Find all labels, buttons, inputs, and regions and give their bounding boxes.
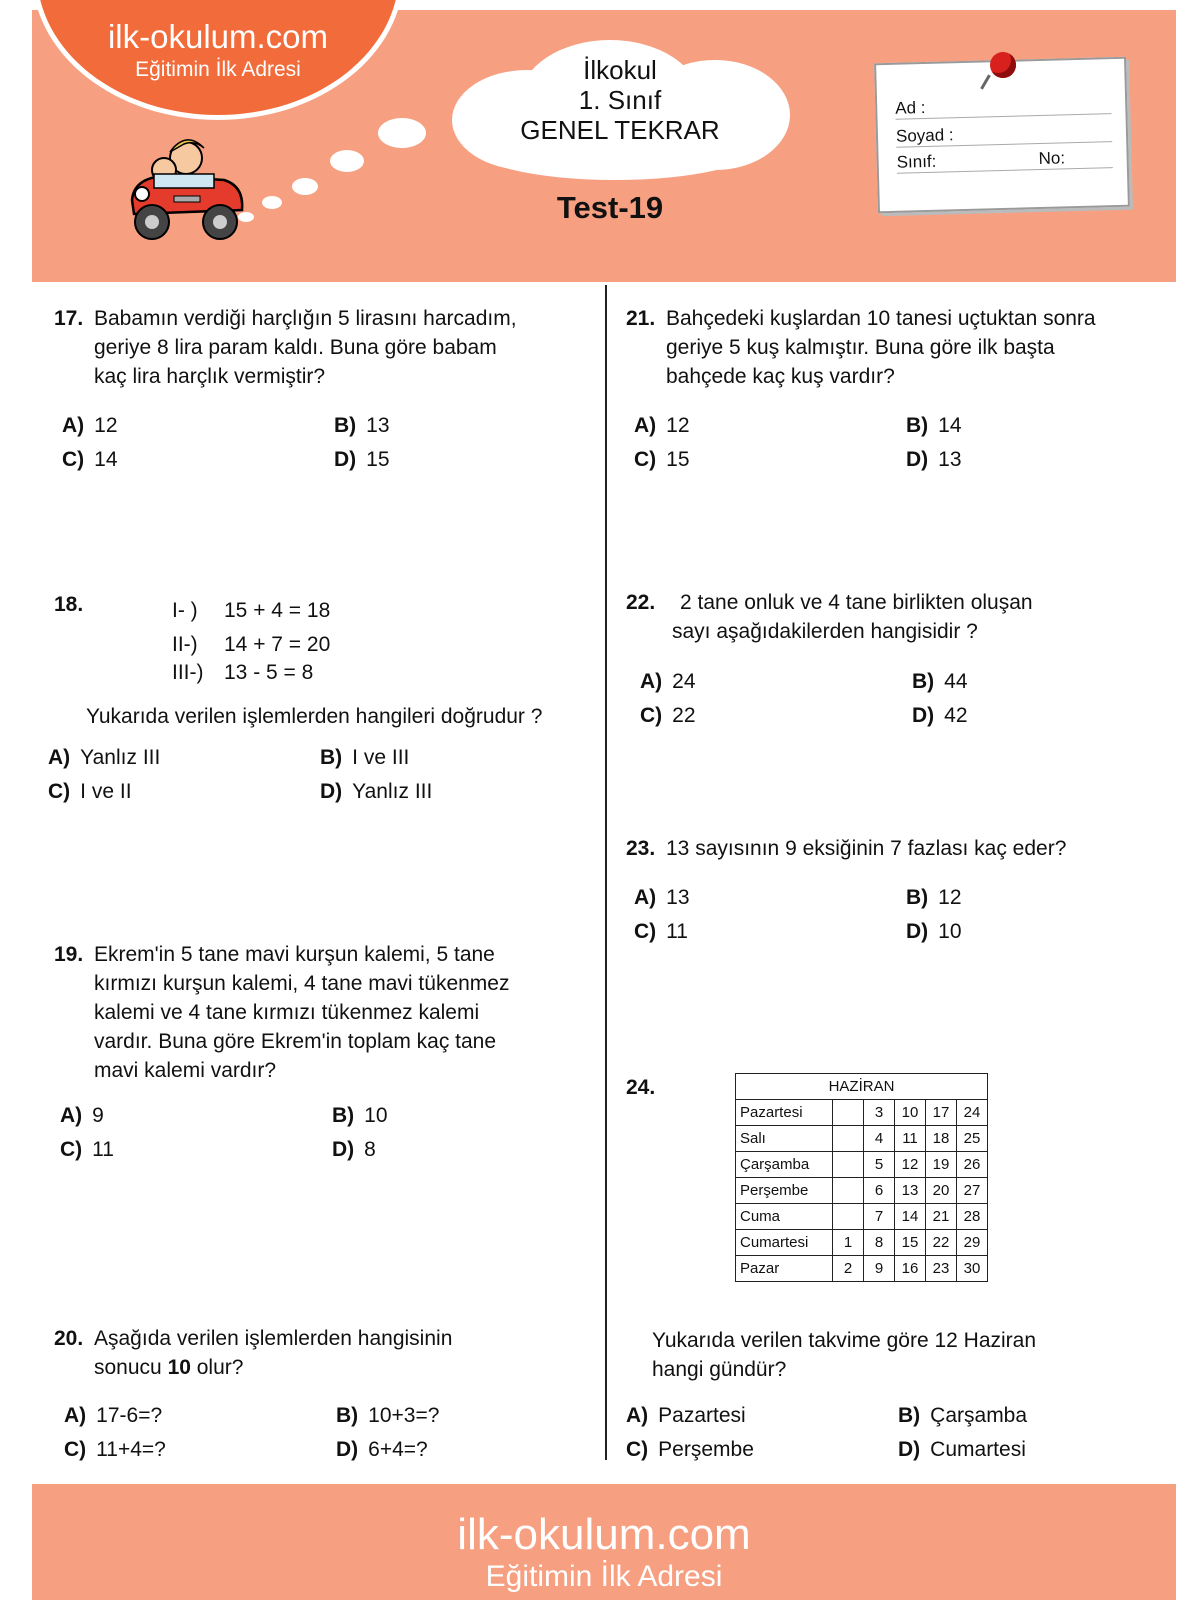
calendar-date: 7: [864, 1204, 895, 1230]
question-line: kaç lira harçlık vermiştir?: [94, 365, 326, 388]
calendar-date: [833, 1152, 864, 1178]
question-line: sayı aşağıdakilerden hangisidir ?: [672, 620, 978, 643]
option-d[interactable]: D) 8: [332, 1138, 376, 1161]
question-number: 23.: [626, 837, 656, 860]
question-text: [652, 1326, 1036, 1384]
option-b[interactable]: B) 13: [334, 414, 390, 437]
calendar-date: 27: [957, 1178, 988, 1204]
calendar-date: 4: [864, 1126, 895, 1152]
calendar-row: [736, 1230, 988, 1256]
calendar-date: 25: [957, 1126, 988, 1152]
subject-label: GENEL TEKRAR: [520, 115, 720, 145]
calendar-row: [736, 1204, 988, 1230]
question-text: [94, 304, 517, 391]
option-c[interactable]: C) 11: [60, 1138, 114, 1161]
name-label: Ad :: [895, 97, 926, 118]
question-line: Babamın verdiği harçlığın 5 lirasını harcadım,: [94, 307, 517, 330]
calendar-date: 9: [864, 1256, 895, 1282]
calendar-date: [833, 1100, 864, 1126]
question-line: hangi gündür?: [652, 1358, 787, 1381]
calendar-date: 23: [926, 1256, 957, 1282]
option-a[interactable]: A) 12: [634, 414, 690, 437]
calendar-day-name: Çarşamba: [736, 1152, 833, 1178]
question-line: 2 tane onluk ve 4 tane birlikten oluşan: [680, 591, 1033, 614]
question-line: bahçede kaç kuş vardır?: [666, 365, 895, 388]
question-text: 13 sayısının 9 eksiğinin 7 fazlası kaç eder?: [666, 837, 1067, 860]
option-a[interactable]: A) 24: [640, 670, 696, 693]
question-line: Yukarıda verilen takvime göre 12 Haziran: [652, 1329, 1037, 1352]
option-c[interactable]: C) 11+4=?: [64, 1438, 166, 1461]
question-line: kırmızı kurşun kalemi, 4 tane mavi tükenmez: [94, 972, 510, 995]
calendar-date: 11: [895, 1126, 926, 1152]
calendar-date: 28: [957, 1204, 988, 1230]
calendar-month: HAZİRAN: [736, 1074, 988, 1100]
question-line: Aşağıda verilen işlemlerden hangisinin: [94, 1327, 453, 1350]
option-d[interactable]: D) 15: [334, 448, 390, 471]
statement-3: III-) 13 - 5 = 8: [172, 661, 314, 684]
option-b[interactable]: B) I ve III: [320, 746, 410, 769]
calendar-row: [736, 1178, 988, 1204]
option-c[interactable]: C) 15: [634, 448, 690, 471]
question-text: [94, 1324, 452, 1382]
column-divider: [605, 285, 607, 1460]
calendar-date: 18: [926, 1126, 957, 1152]
option-a[interactable]: A) 12: [62, 414, 118, 437]
calendar-date: 12: [895, 1152, 926, 1178]
option-d[interactable]: D) 13: [906, 448, 962, 471]
calendar-day-name: Cumartesi: [736, 1230, 833, 1256]
calendar-day-name: Pazartesi: [736, 1100, 833, 1126]
question-number: 24.: [626, 1076, 656, 1099]
option-b[interactable]: B) 12: [906, 886, 962, 909]
question-text: [666, 304, 1096, 391]
calendar-date: 26: [957, 1152, 988, 1178]
calendar-date: 13: [895, 1178, 926, 1204]
class-label: Sınıf:: [896, 151, 937, 172]
question-line: sonucu 10 olur?: [94, 1356, 244, 1379]
option-b[interactable]: B) 44: [912, 670, 968, 693]
cloud-title: [470, 55, 770, 145]
calendar-date: 1: [833, 1230, 864, 1256]
calendar-date: 17: [926, 1100, 957, 1126]
option-b[interactable]: B) 10: [332, 1104, 388, 1127]
question-line: Ekrem'in 5 tane mavi kurşun kalemi, 5 tane: [94, 943, 495, 966]
calendar-date: 20: [926, 1178, 957, 1204]
calendar-row: [736, 1126, 988, 1152]
option-c[interactable]: C) 22: [640, 704, 696, 727]
option-c[interactable]: C) 11: [634, 920, 688, 943]
question-text: Yukarıda verilen işlemlerden hangileri doğrudur ?: [86, 705, 543, 728]
question-line: mavi kalemi vardır?: [94, 1059, 277, 1082]
calendar-date: 10: [895, 1100, 926, 1126]
name-line: [896, 113, 1112, 120]
statement-1: I- ) 15 + 4 = 18: [172, 599, 331, 622]
calendar-date: [833, 1178, 864, 1204]
number-label: No:: [1038, 148, 1066, 169]
calendar-date: 5: [864, 1152, 895, 1178]
option-a[interactable]: A) 13: [634, 886, 690, 909]
option-d[interactable]: D) 6+4=?: [336, 1438, 428, 1461]
question-number: 19.: [54, 943, 84, 966]
option-b[interactable]: B) 14: [906, 414, 962, 437]
calendar-date: 30: [957, 1256, 988, 1282]
footer-site: ilk-okulum.com: [457, 1510, 751, 1559]
question-text: [672, 588, 1033, 646]
calendar-row: [736, 1256, 988, 1282]
calendar-day-name: Perşembe: [736, 1178, 833, 1204]
question-number: 17.: [54, 307, 84, 330]
calendar-day-name: Pazar: [736, 1256, 833, 1282]
option-a[interactable]: A) 9: [60, 1104, 104, 1127]
question-line: geriye 5 kuş kalmıştır. Buna göre ilk başta: [666, 336, 1055, 359]
calendar-date: 21: [926, 1204, 957, 1230]
calendar-date: [833, 1126, 864, 1152]
car-illustration: [124, 130, 254, 250]
option-b[interactable]: B) Çarşamba: [898, 1404, 1028, 1427]
question-number: 22.: [626, 591, 656, 614]
question-text: [94, 940, 509, 1085]
question-number: 18.: [54, 593, 84, 616]
name-card: [874, 57, 1130, 214]
calendar-table: [735, 1073, 988, 1282]
logo-site: ilk-okulum.com: [107, 18, 329, 55]
question-line: kalemi ve 4 tane kırmızı tükenmez kalemi: [94, 1001, 480, 1024]
push-pin-icon: [990, 52, 1016, 78]
calendar-date: 3: [864, 1100, 895, 1126]
calendar-date: 15: [895, 1230, 926, 1256]
calendar-date: 6: [864, 1178, 895, 1204]
option-c[interactable]: C) I ve II: [48, 780, 132, 803]
footer-slogan: Eğitimin İlk Adresi: [485, 1560, 723, 1593]
level-label: İlkokul: [583, 55, 657, 85]
option-c[interactable]: C) Perşembe: [626, 1438, 754, 1461]
surname-label: Soyad :: [895, 125, 954, 146]
grade-label: 1. Sınıf: [578, 85, 662, 115]
option-d[interactable]: D) Yanlız III: [320, 780, 433, 803]
option-a[interactable]: A) 17-6=?: [64, 1404, 163, 1427]
calendar-body: [736, 1100, 988, 1282]
option-a[interactable]: A) Yanlız III: [48, 746, 161, 769]
question-number: 20.: [54, 1327, 84, 1350]
option-d[interactable]: D) 10: [906, 920, 962, 943]
calendar-date: 14: [895, 1204, 926, 1230]
question-number: 21.: [626, 307, 656, 330]
test-title: Test-19: [556, 190, 664, 225]
calendar-date: 19: [926, 1152, 957, 1178]
calendar-row: [736, 1100, 988, 1126]
calendar-day-name: Cuma: [736, 1204, 833, 1230]
option-b[interactable]: B) 10+3=?: [336, 1404, 440, 1427]
option-c[interactable]: C) 14: [62, 448, 118, 471]
calendar-date: 2: [833, 1256, 864, 1282]
question-line: Bahçedeki kuşlardan 10 tanesi uçtuktan sonra: [666, 307, 1096, 330]
logo-slogan: Eğitimin İlk Adresi: [135, 58, 301, 81]
calendar-row: [736, 1152, 988, 1178]
statement-2: II-) 14 + 7 = 20: [172, 633, 331, 656]
option-d[interactable]: D) Cumartesi: [898, 1438, 1026, 1461]
question-line: geriye 8 lira param kaldı. Buna göre babam: [94, 336, 497, 359]
option-d[interactable]: D) 42: [912, 704, 968, 727]
calendar-date: 24: [957, 1100, 988, 1126]
option-a[interactable]: A) Pazartesi: [626, 1404, 746, 1427]
question-line: vardır. Buna göre Ekrem'in toplam kaç tane: [94, 1030, 497, 1053]
calendar-date: 29: [957, 1230, 988, 1256]
calendar-date: 22: [926, 1230, 957, 1256]
calendar-date: 8: [864, 1230, 895, 1256]
calendar-date: 16: [895, 1256, 926, 1282]
calendar-day-name: Salı: [736, 1126, 833, 1152]
calendar-date: [833, 1204, 864, 1230]
